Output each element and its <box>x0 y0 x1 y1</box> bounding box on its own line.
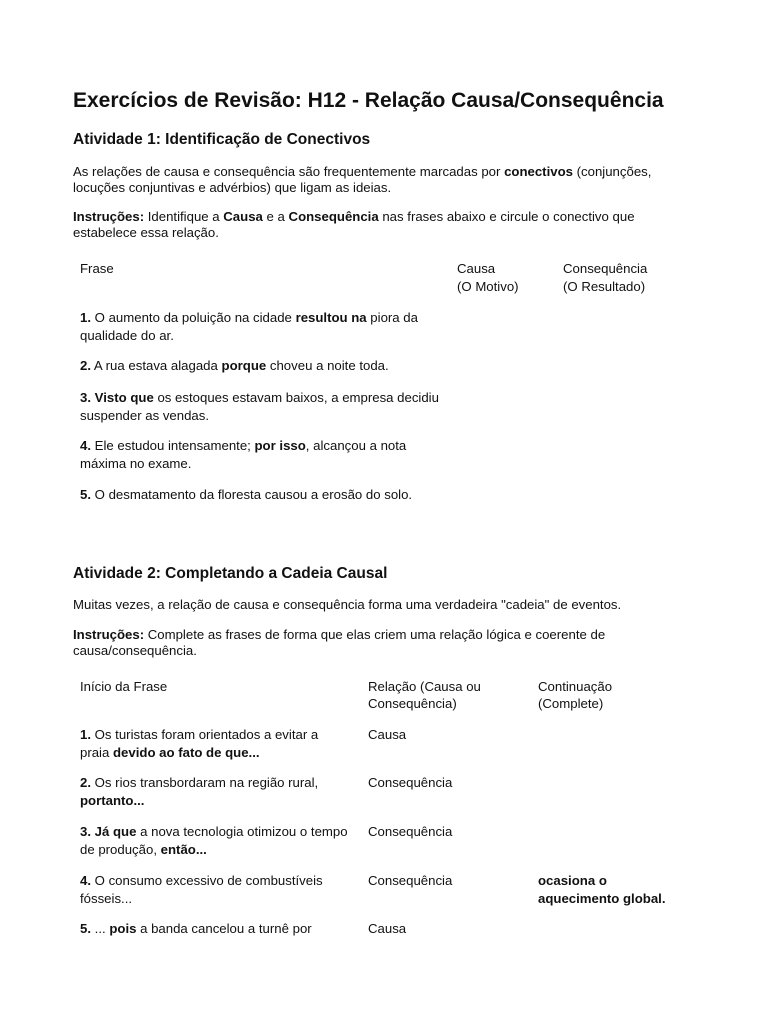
row-text: , alcançou a nota máxima no exame. <box>80 438 407 471</box>
activity2-intro: Muitas vezes, a relação de causa e consequência forma uma verdadeira "cadeia" de eventos. <box>73 597 622 612</box>
activity1-intro-bold: conectivos <box>504 164 573 179</box>
row-text: A rua estava alagada <box>91 358 222 373</box>
row-connective: pois <box>109 921 137 936</box>
table-row <box>80 486 460 504</box>
row-number: 1. <box>80 727 91 742</box>
row-relation: Causa <box>368 727 407 742</box>
table1-header-causa-sub: (O Motivo) <box>457 279 519 294</box>
table-row <box>80 357 450 375</box>
row-relation: Consequência <box>368 873 453 888</box>
row-text: os estoques estavam baixos, a empresa decidiu suspender as vendas. <box>80 390 439 423</box>
activity1-intro <box>73 164 693 196</box>
row-number: 3. <box>80 390 91 405</box>
row-number: 3. <box>80 824 91 839</box>
instructions-bold-consequencia: Consequência <box>288 209 379 224</box>
table1-header-frase: Frase <box>80 261 114 276</box>
row-text: piora da qualidade do ar. <box>80 310 418 343</box>
page-title: Exercícios de Revisão: H12 - Relação Causa/Consequência <box>73 89 664 112</box>
row-number: 1. <box>80 310 91 325</box>
table-row <box>80 872 350 908</box>
row-text: choveu a noite toda. <box>266 358 389 373</box>
row-connective: por isso <box>254 438 306 453</box>
instructions-text: Identifique a <box>144 209 224 224</box>
row-text: Os turistas foram orientados a evitar a praia <box>80 727 319 760</box>
row-relation: Consequência <box>368 775 453 790</box>
row-number: 4. <box>80 438 91 453</box>
instructions-label: Instruções: <box>73 627 145 642</box>
table1-header-consequencia-sub: (O Resultado) <box>563 279 646 294</box>
activity2-instructions <box>73 627 693 659</box>
activity1-instructions <box>73 209 693 241</box>
instructions-bold-causa: Causa <box>223 209 263 224</box>
activity1-intro-pre: As relações de causa e consequência são frequentemente marcadas por <box>73 164 505 179</box>
row-number: 5. <box>80 921 91 936</box>
row-relation: Causa <box>368 921 407 936</box>
row-connective: então... <box>160 842 207 857</box>
activity2-heading: Atividade 2: Completando a Cadeia Causal <box>73 565 388 582</box>
row-text: Os rios transbordaram na região rural, <box>91 775 319 790</box>
instructions-text: nas frases abaixo e circule o conectivo que estabelece essa relação. <box>73 209 635 240</box>
row-text: ... <box>91 921 110 936</box>
activity1-intro-post: (conjunções, locuções conjuntivas e advérbios) que ligam as ideias. <box>73 164 652 195</box>
table-row <box>80 774 350 810</box>
row-number: 2. <box>80 358 91 373</box>
row-text: Ele estudou intensamente; <box>91 438 255 453</box>
row-text: O aumento da poluição na cidade <box>91 310 296 325</box>
instructions-text: Complete as frases de forma que elas criem uma relação lógica e coerente de causa/consequência. <box>73 627 606 658</box>
table-row <box>80 309 450 345</box>
instructions-label: Instruções: <box>73 209 145 224</box>
table2-header-continuacao: Continuação <box>538 679 613 694</box>
table-row <box>80 389 450 425</box>
table-row <box>80 823 350 859</box>
row-text: O desmatamento da floresta causou a erosão do solo. <box>91 487 413 502</box>
table2-header-continuacao-sub: (Complete) <box>538 696 604 711</box>
table2-header-relacao-sub: Consequência) <box>368 696 457 711</box>
row-connective: porque <box>221 358 267 373</box>
table-row <box>80 920 360 938</box>
table-row <box>80 437 450 473</box>
row-connective: resultou na <box>295 310 367 325</box>
row-text: a nova tecnologia otimizou o tempo de produção, <box>80 824 348 857</box>
row-number: 5. <box>80 487 91 502</box>
row-text: a banda cancelou a turnê por <box>136 921 312 936</box>
table1-header-consequencia: Consequência <box>563 261 648 276</box>
row-continuation: ocasiona o aquecimento global. <box>538 873 666 906</box>
instructions-text: e a <box>262 209 289 224</box>
row-connective: Já que <box>94 824 137 839</box>
table-row <box>80 726 350 762</box>
row-connective: portanto... <box>80 793 145 808</box>
table2-header-relacao: Relação (Causa ou <box>368 679 481 694</box>
table1-header-causa: Causa <box>457 261 496 276</box>
row-number: 2. <box>80 775 91 790</box>
row-text: O consumo excessivo de combustíveis fósseis... <box>80 873 323 906</box>
row-relation: Consequência <box>368 824 453 839</box>
activity1-heading: Atividade 1: Identificação de Conectivos <box>73 131 371 148</box>
row-connective: devido ao fato de que... <box>113 745 260 760</box>
row-connective: Visto que <box>94 390 154 405</box>
table2-header-inicio: Início da Frase <box>80 679 168 694</box>
row-number: 4. <box>80 873 91 888</box>
